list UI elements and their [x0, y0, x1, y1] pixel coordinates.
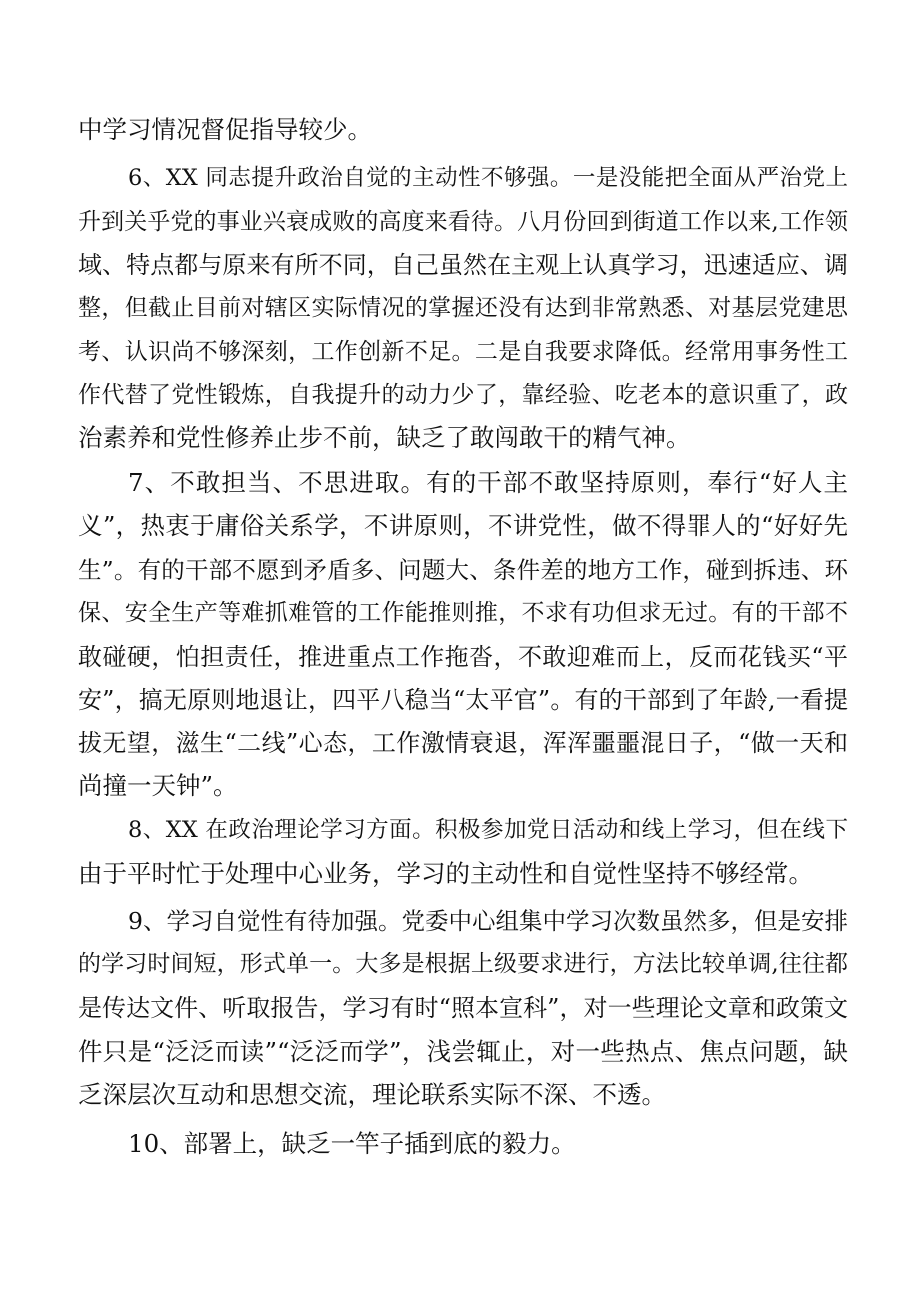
paragraph-7-line-3: 生”。有的干部不愿到矛盾多、问题大、条件差的地方工作，碰到拆违、环 [78, 556, 848, 584]
paragraph-0-line-1: 中学习情况督促指导较少。 [78, 115, 372, 144]
paragraph-7-line-4: 保、安全生产等难抓难管的工作能推则推，不求有功但求无过。有的干部不 [78, 600, 848, 626]
paragraph-6-line-2: 升到关乎党的事业兴衰成败的高度来看待。八月份回到街道工作以来,工作领 [78, 209, 848, 235]
paragraph-9-line-5: 乏深层次互动和思想交流，理论联系实际不深、不透。 [78, 1080, 666, 1109]
paragraph-6-line-7: 治素养和党性修养止步不前，缺乏了敢闯敢干的精气神。 [78, 423, 691, 452]
paragraph-7-line-6: 安”，搞无原则地退让，四平八稳当“太平官”。有的干部到了年龄,一看提 [78, 686, 848, 714]
paragraph-6-line-3: 域、特点都与原来有所不同，自己虽然在主观上认真学习，迅速适应、调 [78, 251, 848, 279]
paragraph-8-line-1: 8、XX 在政治理论学习方面。积极参加党日活动和线上学习，但在线下 [128, 817, 848, 843]
paragraph-6-line-6: 作代替了党性锻炼，自我提升的动力少了，靠经验、吃老本的意识重了，政 [78, 382, 848, 408]
paragraph-10-line-1: 10、部署上，缺乏一竿子插到底的毅力。 [128, 1129, 576, 1158]
paragraph-9-line-4: 件只是“泛泛而读”“泛泛而学”，浅尝辄止，对一些热点、焦点问题，缺 [78, 1037, 848, 1066]
paragraph-6-line-1: 6、XX 同志提升政治自觉的主动性不够强。一是没能把全面从严治党上 [128, 165, 848, 191]
paragraph-8-line-2: 由于平时忙于处理中心业务，学习的主动性和自觉性坚持不够经常。 [78, 859, 813, 888]
paragraph-6-line-4: 整，但截止目前对辖区实际情况的掌握还没有达到非常熟悉、对基层党建思 [78, 295, 848, 321]
paragraph-7-line-2: 义”，热衷于庸俗关系学，不讲原则，不讲党性，做不得罪人的“好好先 [78, 511, 848, 540]
paragraph-9-line-3: 是传达文件、听取报告，学习有时“照本宣科”，对一些理论文章和政策文 [78, 994, 848, 1022]
paragraph-7-line-5: 敢碰硬，怕担责任，推进重点工作拖沓，不敢迎难而上，反而花钱买“平 [78, 643, 848, 671]
paragraph-7-line-1: 7、不敢担当、不思进取。有的干部不敢坚持原则，奉行“好人主 [128, 468, 848, 497]
paragraph-6-line-5: 考、认识尚不够深刻，工作创新不足。二是自我要求降低。经常用事务性工 [78, 339, 848, 365]
paragraph-7-line-8: 尚撞一天钟”。 [78, 771, 238, 800]
paragraph-7-line-7: 拔无望，滋生“二线”心态，工作激情衰退，浑浑噩噩混日子，“做一天和 [78, 729, 848, 757]
paragraph-9-line-1: 9、学习自觉性有待加强。党委中心组集中学习次数虽然多，但是安排 [128, 907, 848, 935]
paragraph-9-line-2: 的学习时间短，形式单一。大多是根据上级要求进行，方法比较单调,往往都 [78, 951, 848, 977]
